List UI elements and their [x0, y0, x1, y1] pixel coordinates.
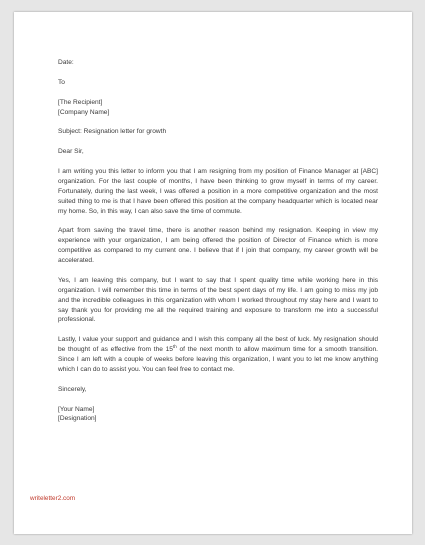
subject-line: Subject: Resignation letter for growth	[58, 128, 167, 136]
paragraph-3: Yes, I am leaving this company, but I want to say that I spent quality time while working here in this organization. I will remember this time in terms of the best spent days of my life. I am going to miss my job and the incredible colleagues in this organization with whom I worked throughout my stay here and I want to say thank you for providing me all the required training and exposure to transform me into a successful professional.	[58, 276, 378, 324]
paragraph-4	[58, 335, 378, 375]
ordinal-suffix: th	[172, 343, 177, 349]
designation: [Designation]	[58, 415, 97, 423]
paragraph-1: I am writing you this letter to inform you that I am resigning from my position of Finance Manager at [ABC] organization. For the last couple of months, I have been thinking to grow myself in terms of my career. Fortunately, during the last week, I was offered a position in a more competitive organization and the most suited thing to me is that I have been offered this position at the company headquarter which is located near my home. So, in this way, I can also save the time of commute.	[58, 167, 378, 215]
paragraph-4-start: Lastly, I value your support and guidance and I wish this company all the best of luck. My resignation should be thought of as effective from the 15	[58, 336, 378, 354]
closing: Sincerely,	[58, 385, 87, 393]
date-label: Date:	[58, 59, 74, 66]
company-name: [Company Name]	[58, 108, 110, 116]
paragraph-2: Apart from saving the travel time, there is another reason behind my resignation. Keeping in view my experience with your organization, I am being offered the position of Director of Finance which is more competitive as compared to my current one. I believe that if I join that company, my career growth will be accelerated.	[58, 227, 378, 265]
to-label: To	[58, 78, 65, 86]
letter-body	[58, 58, 378, 424]
paragraph-4-end: of the next month to allow maximum time for a smooth transition. Since I am left with a couple of weeks before leaving this organization, I want you to let me know anything which I can do to assist you. You can feel free to contact me.	[58, 346, 378, 373]
salutation: Dear Sir,	[58, 148, 84, 156]
document-page	[14, 12, 412, 534]
site-watermark: writeletter2.com	[30, 495, 76, 502]
recipient: [The Recipient]	[58, 98, 103, 106]
your-name: [Your Name]	[58, 405, 95, 413]
